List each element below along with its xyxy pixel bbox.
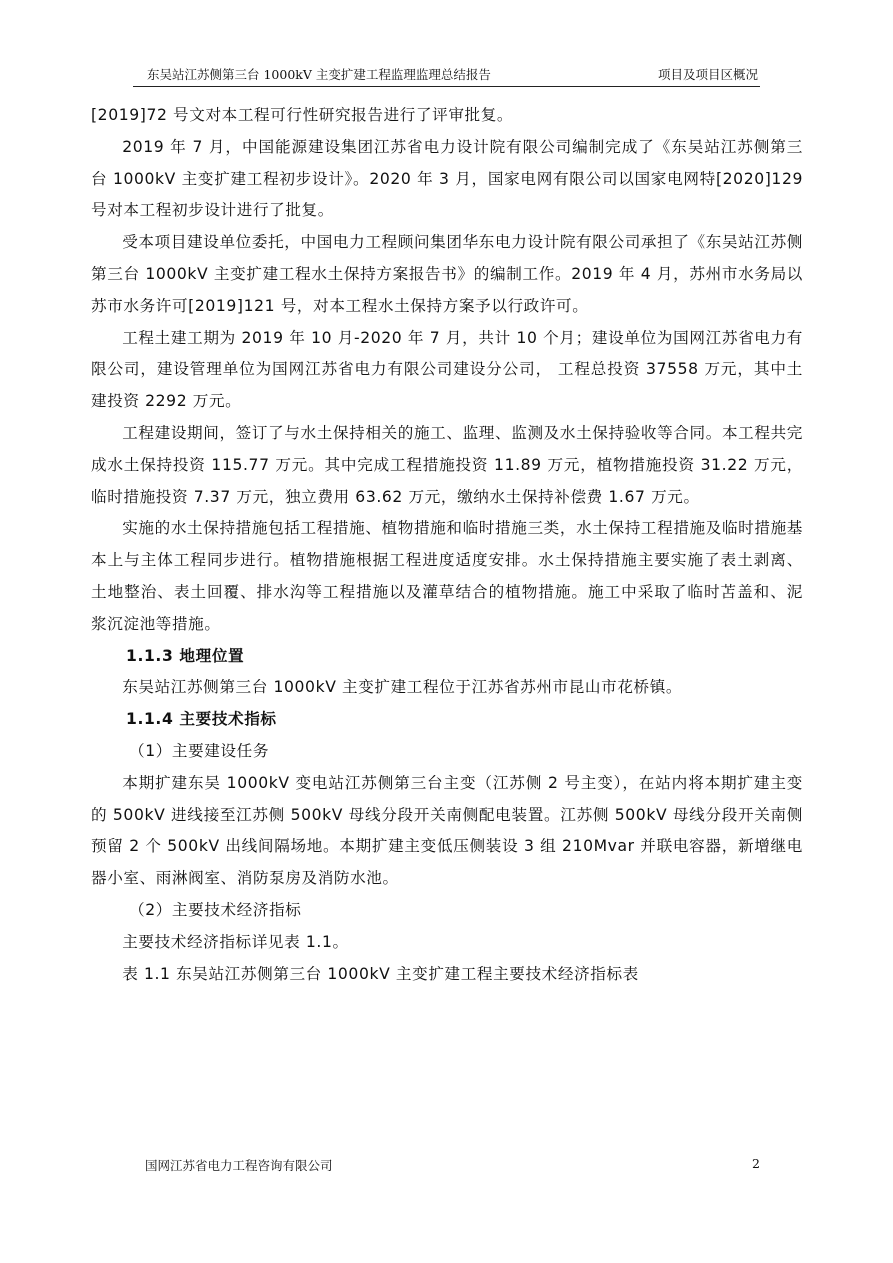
section-heading-location: 1.1.3 地理位置 <box>126 646 245 665</box>
subheading-economic-indicators: （2）主要技术经济指标 <box>129 900 302 919</box>
document-body <box>91 100 803 990</box>
paragraph-construction-period: 工程土建工期为 2019 年 10 月-2020 年 7 月，共计 10 个月；建设单位为国网江苏省电力有限公司，建设管理单位为国网江苏省电力有限公司建设分公司， 工程总投资 37558 万元，其中土建投资 2292 万元。 <box>91 328 803 411</box>
paragraph-soil-conservation-plan: 受本项目建设单位委托，中国电力工程顾问集团华东电力设计院有限公司承担了《东吴站江苏侧第三台 1000kV 主变扩建工程水土保持方案报告书》的编制工作。2019 年 4 月，苏州市水务局以苏市水务许可[2019]121 号，对本工程水土保持方案予以行政许可。 <box>91 233 803 315</box>
page-number: 2 <box>752 1156 760 1171</box>
page-header <box>133 64 760 87</box>
subheading-construction-tasks: （1）主要建设任务 <box>129 741 270 760</box>
header-report-title: 东吴站江苏侧第三台 1000kV 主变扩建工程监理监理总结报告 <box>147 67 491 82</box>
paragraph-measures: 实施的水土保持措施包括工程措施、植物措施和临时措施三类，水土保持工程措施及临时措施基本上与主体工程同步进行。植物措施根据工程进度适度安排。水土保持措施主要实施了表土剥离、土地整治、表土回覆、排水沟等工程措施以及灌草结合的植物措施。施工中采取了临时苫盖和、泥浆沉淀池等措施。 <box>91 519 803 633</box>
paragraph-construction-tasks: 本期扩建东吴 1000kV 变电站江苏侧第三台主变（江苏侧 2 号主变），在站内将本期扩建主变的 500kV 进线接至江苏侧 500kV 母线分段开关南侧配电装置。江苏侧 500kV 母线分段开关南侧预留 2 个 500kV 出线间隔场地。本期扩建主变低压侧装设 3 组 210Mvar 并联电容器，新增继电器小室、雨淋阀室、消防泵房及消防水池。 <box>91 773 803 888</box>
paragraph-preliminary-design: 2019 年 7 月，中国能源建设集团江苏省电力设计院有限公司编制完成了《东吴站江苏侧第三台 1000kV 主变扩建工程初步设计》。2020 年 3 月，国家电网有限公司以国家电网特[2020]129 号对本工程初步设计进行了批复。 <box>91 137 803 220</box>
header-section-title: 项目及项目区概况 <box>657 67 758 82</box>
footer-company-name: 国网江苏省电力工程咨询有限公司 <box>145 1158 333 1173</box>
table-caption: 表 1.1 东吴站江苏侧第三台 1000kV 主变扩建工程主要技术经济指标表 <box>122 964 639 983</box>
section-heading-technical-indicators: 1.1.4 主要技术指标 <box>126 710 277 729</box>
paragraph-investment: 工程建设期间，签订了与水土保持相关的施工、监理、监测及水土保持验收等合同。本工程共完成水土保持投资 115.77 万元。其中完成工程措施投资 11.89 万元，植物措施投资 31.22 万元，临时措施投资 7.37 万元，独立费用 63.62 万元，缴纳水土保持补偿费 1.67 万元。 <box>91 423 803 506</box>
paragraph-approval-reference: [2019]72 号文对本工程可行性研究报告进行了评审批复。 <box>91 106 514 124</box>
paragraph-location: 东吴站江苏侧第三台 1000kV 主变扩建工程位于江苏省苏州市昆山市花桥镇。 <box>122 678 683 697</box>
paragraph-table-reference: 主要技术经济指标详见表 1.1。 <box>122 932 349 951</box>
